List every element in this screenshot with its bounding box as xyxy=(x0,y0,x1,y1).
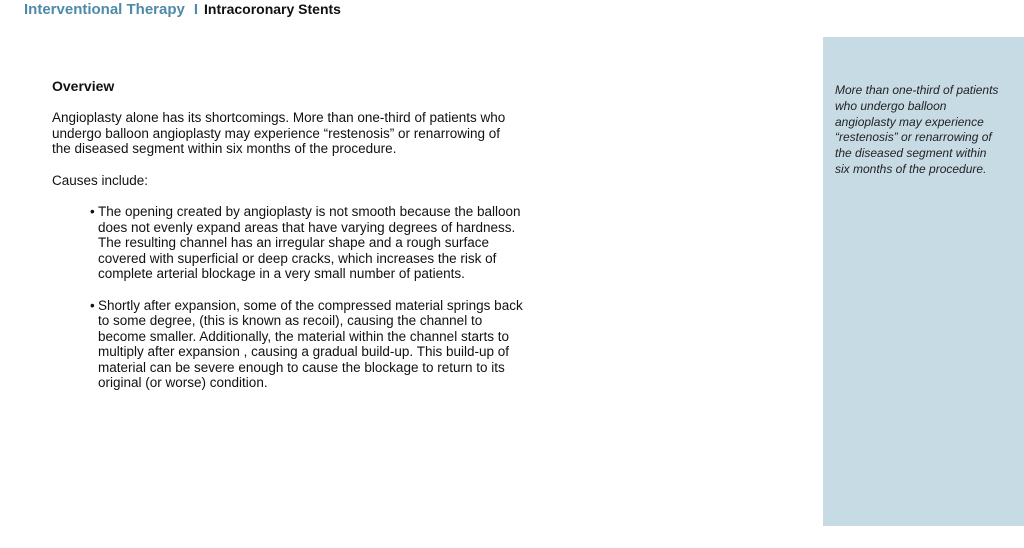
topic-title: Intracoronary Stents xyxy=(204,1,341,17)
causes-label: Causes include: xyxy=(52,172,149,188)
intro-paragraph: Angioplasty alone has its shortcomings. More than one-third of patients who undergo balloon angioplasty may experience “restenosis” or renarrowing of the diseased segment within six months of the procedure. xyxy=(52,110,506,156)
callout-text: More than one-third of patients who undergo balloon angioplasty may experience “restenosis” or renarrowing of the diseased segment within six months of the procedure. xyxy=(835,83,999,176)
bullet-text: The opening created by angioplasty is not smooth because the balloon does not evenly expand areas that have varying degrees of hardness. The resulting channel has an irregular shape and a rough surface covered with superficial or deep cracks, which increases the risk of complete arterial blockage in a very small number of patients. xyxy=(98,204,521,281)
list-item xyxy=(90,298,530,391)
slide-header xyxy=(24,1,341,18)
bullet-marker: • xyxy=(90,297,95,313)
section-title: Interventional Therapy xyxy=(24,1,185,18)
bullet-marker: • xyxy=(90,204,95,219)
overview-heading: Overview xyxy=(52,78,115,94)
main-content xyxy=(52,78,532,407)
causes-list xyxy=(52,204,530,391)
bullet-text: Shortly after expansion, some of the compressed material springs back to some degree, (this is known as recoil), causing the channel to become smaller. Additionally, the material within the channel starts to multiply after expansion , causing a gradual build-up. This build-up of material can be severe enough to cause the blockage to return to its original (or worse) condition. xyxy=(98,297,523,390)
callout-panel xyxy=(823,37,1024,526)
header-separator: I xyxy=(193,1,199,18)
list-item xyxy=(90,204,530,282)
